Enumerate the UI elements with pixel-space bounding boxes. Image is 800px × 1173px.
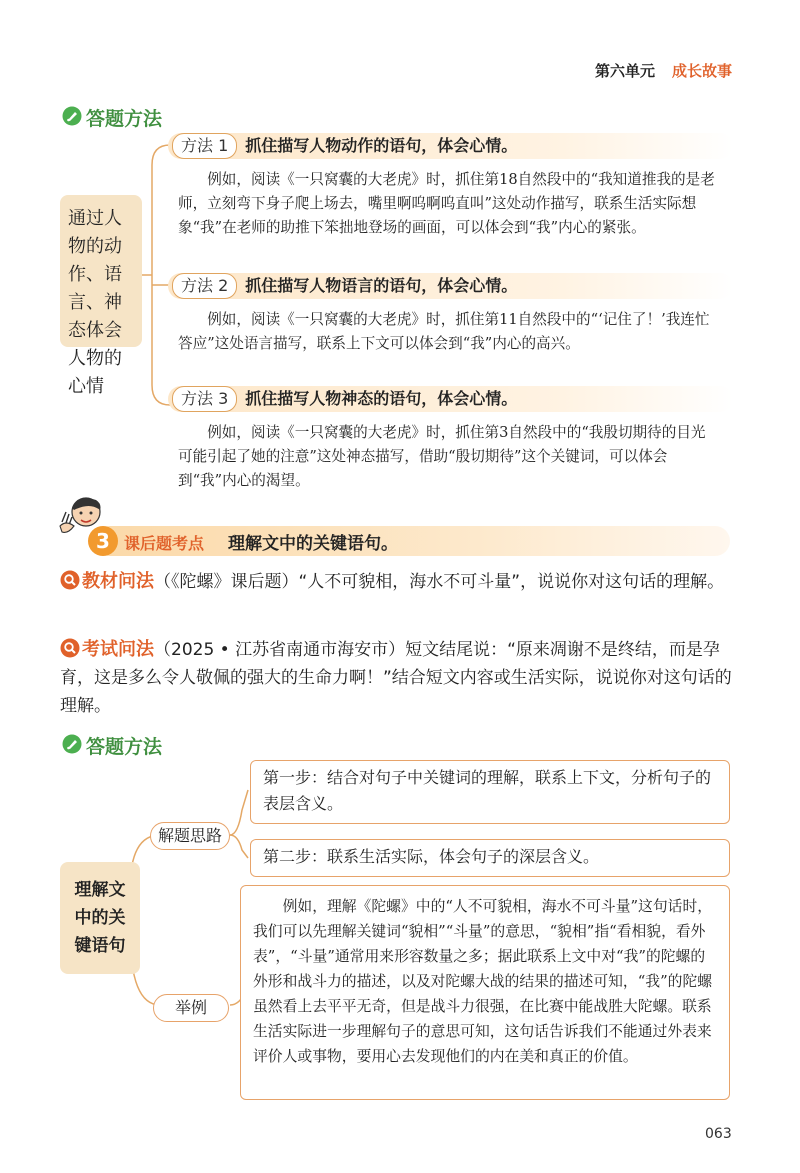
answer-method-title: 答题方法 xyxy=(86,108,163,130)
exam-question-label xyxy=(60,639,154,660)
magnifier-icon xyxy=(60,638,80,658)
main-topic-label: 通过人物的动作、语言、神态体会人物的心情 xyxy=(60,195,142,347)
magnifier-icon xyxy=(60,570,80,590)
point-number-badge: 3 xyxy=(88,526,118,556)
answer-method-title-2: 答题方法 xyxy=(86,736,163,758)
header-unit: 第六单元 xyxy=(595,62,656,80)
branch-solution-idea: 解题思路 xyxy=(150,822,230,850)
method-2-row xyxy=(168,273,733,299)
branch-example: 举例 xyxy=(153,994,229,1022)
method-1-example: 例如，阅读《一只窝囊的大老虎》时，抓住第18自然段中的“我知道推我的是老师，立刻弯下身子爬上场去，嘴里啊呜啊呜直叫”这处动作描写，联系生活实际想象“我”在老师的助推下笨拙地登场的画面，可以体会到“我”内心的紧张。 xyxy=(178,171,715,236)
header-topic: 成长故事 xyxy=(672,62,733,80)
method-3-row xyxy=(168,386,733,412)
textbook-question-label-text: 教材问法 xyxy=(82,571,154,592)
point-title: 理解文中的关键语句。 xyxy=(228,534,398,554)
pencil-leaf-icon xyxy=(62,734,82,754)
method-1-row xyxy=(168,133,733,159)
method-3-tag: 方法 3 xyxy=(172,386,237,412)
example-box: 例如，理解《陀螺》中的“人不可貌相，海水不可斗量”这句话时，我们可以先理解关键词“貌相”“斗量”的意思，“貌相”指“看相貌，看外表”，“斗量”通常用来形容数量之多；据此联系上文中对“我”的陀螺的外形和战斗力的描述，以及对陀螺大战的结果的描述可知，“我”的陀螺虽然看上去平平无奇，但是战斗力很强，在比赛中能战胜大陀螺。联系生活实际进一步理解句子的意思可知，这句话告诉我们不能通过外表来评价人或事物，要用心去发现他们的内在美和真正的价值。 xyxy=(240,885,730,1100)
textbook-question-label xyxy=(60,571,154,592)
textbook-question-text: （《陀螺》课后题）“人不可貌相，海水不可斗量”，说说你对这句话的理解。 xyxy=(154,572,725,592)
method-1-tag: 方法 1 xyxy=(172,133,237,159)
step-1-box: 第一步：结合对句子中关键词的理解，联系上下文，分析句子的表层含义。 xyxy=(250,760,730,824)
exam-question xyxy=(60,636,732,720)
pencil-leaf-icon xyxy=(62,106,82,126)
method-2-text: 抓住描写人物语言的语句，体会心情。 xyxy=(245,276,518,295)
textbook-question xyxy=(60,568,732,596)
main-topic-label-2: 理解文中的关键语句 xyxy=(60,862,140,974)
method-1-text: 抓住描写人物动作的语句，体会心情。 xyxy=(245,136,518,155)
method-3-example: 例如，阅读《一只窝囊的大老虎》时，抓住第3自然段中的“我殷切期待的目光可能引起了她的注意”这处神态描写，借助“殷切期待”这个关键词，可以体会到“我”内心的渴望。 xyxy=(178,424,706,489)
point-label: 课后题考点 xyxy=(124,534,205,553)
method-2-example: 例如，阅读《一只窝囊的大老虎》时，抓住第11自然段中的“‘记住了！’我连忙答应”这处语言描写，联系上下文可以体会到“我”内心的高兴。 xyxy=(178,311,710,352)
method-2-tag: 方法 2 xyxy=(172,273,237,299)
step-2-box: 第二步：联系生活实际，体会句子的深层含义。 xyxy=(250,839,730,877)
method-3-text: 抓住描写人物神态的语句，体会心情。 xyxy=(245,389,518,408)
exam-question-text: （2025 • 江苏省南通市海安市）短文结尾说：“原来凋谢不是终结，而是孕育，这是多么令人敬佩的强大的生命力啊！”结合短文内容或生活实际，说说你对这句话的理解。 xyxy=(60,640,732,716)
exam-question-label-text: 考试问法 xyxy=(82,639,154,660)
page-number: 063 xyxy=(705,1126,732,1142)
